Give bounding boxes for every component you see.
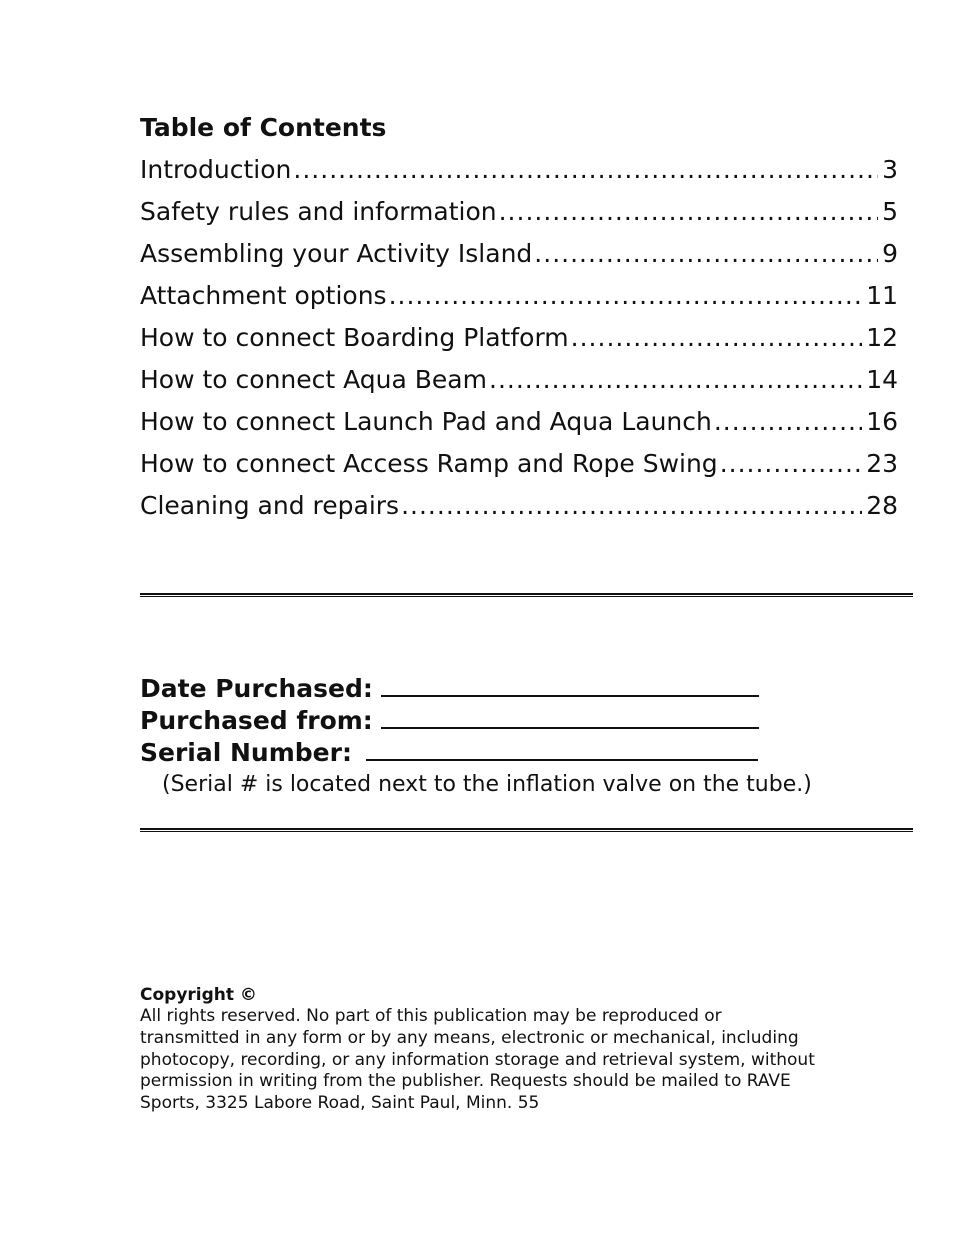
toc-entry-page: 28 [866,491,898,520]
toc-entry[interactable] [140,237,898,279]
date-purchased-blank-line[interactable] [381,673,759,697]
toc-dot-leader [293,153,878,187]
toc-entry-label: Attachment options [140,281,387,310]
toc-dot-leader [499,195,878,229]
toc-entry-page: 11 [866,281,898,310]
copyright-line: transmitted in any form or by any means, electronic or mechanical, including [140,1027,799,1048]
double-rule-divider [140,828,913,832]
toc-entry-label: How to connect Launch Pad and Aqua Launch [140,407,712,436]
toc-entry[interactable] [140,321,898,363]
toc-entry[interactable] [140,195,898,237]
copyright-line: Sports, 3325 Labore Road, Saint Paul, Minn. 55 [140,1093,540,1114]
toc-entry[interactable] [140,405,898,447]
toc-entry-label: Introduction [140,155,292,184]
toc-dot-leader [389,279,863,313]
toc-entry[interactable] [140,279,898,321]
toc-entry-label: Cleaning and repairs [140,491,400,520]
toc-entry-page: 3 [882,155,898,184]
toc-entry-page: 5 [882,197,898,226]
toc-entry-page: 12 [866,323,898,352]
toc-entry[interactable] [140,363,898,405]
toc-entry-page: 14 [866,365,898,394]
toc-entry-label: How to connect Access Ramp and Rope Swing [140,449,718,478]
toc-dot-leader [720,447,863,481]
toc-entry-label: Assembling your Activity Island [140,239,533,268]
purchased-from-label: Purchased from: [140,706,373,735]
toc-entry-page: 9 [882,239,898,268]
toc-entry-label: How to connect Aqua Beam [140,365,487,394]
double-rule-divider [140,593,913,597]
serial-number-field [140,737,758,769]
copyright-line: All rights reserved. No part of this publication may be reproduced or [140,1006,722,1026]
toc-dot-leader [401,489,862,523]
toc-dot-leader [489,363,862,397]
toc-entry-label: Safety rules and information [140,197,497,226]
date-purchased-label: Date Purchased: [140,674,373,703]
toc-dot-leader [534,237,878,271]
purchased-from-field [140,705,759,737]
toc-entry-page: 23 [866,449,898,478]
serial-location-note: (Serial # is located next to the inflation valve on the tube.) [162,772,812,797]
copyright-notice [140,1006,820,1115]
date-purchased-field [140,673,759,705]
toc-dot-leader [571,321,863,355]
toc-title: Table of Contents [140,113,387,142]
toc-entry-label: How to connect Boarding Platform [140,323,569,352]
toc-entry-page: 16 [866,407,898,436]
toc-entry[interactable] [140,447,898,489]
serial-number-label: Serial Number: [140,738,352,767]
toc-dot-leader [714,405,862,439]
toc-list [140,153,898,531]
purchased-from-blank-line[interactable] [381,705,759,729]
copyright-heading: Copyright © [140,985,257,1005]
toc-entry[interactable] [140,153,898,195]
toc-entry[interactable] [140,489,898,531]
serial-number-blank-line[interactable] [366,737,758,761]
copyright-line: permission in writing from the publisher. Requests should be mailed to RAVE [140,1071,791,1092]
copyright-line: photocopy, recording, or any information storage and retrieval system, without [140,1049,815,1070]
